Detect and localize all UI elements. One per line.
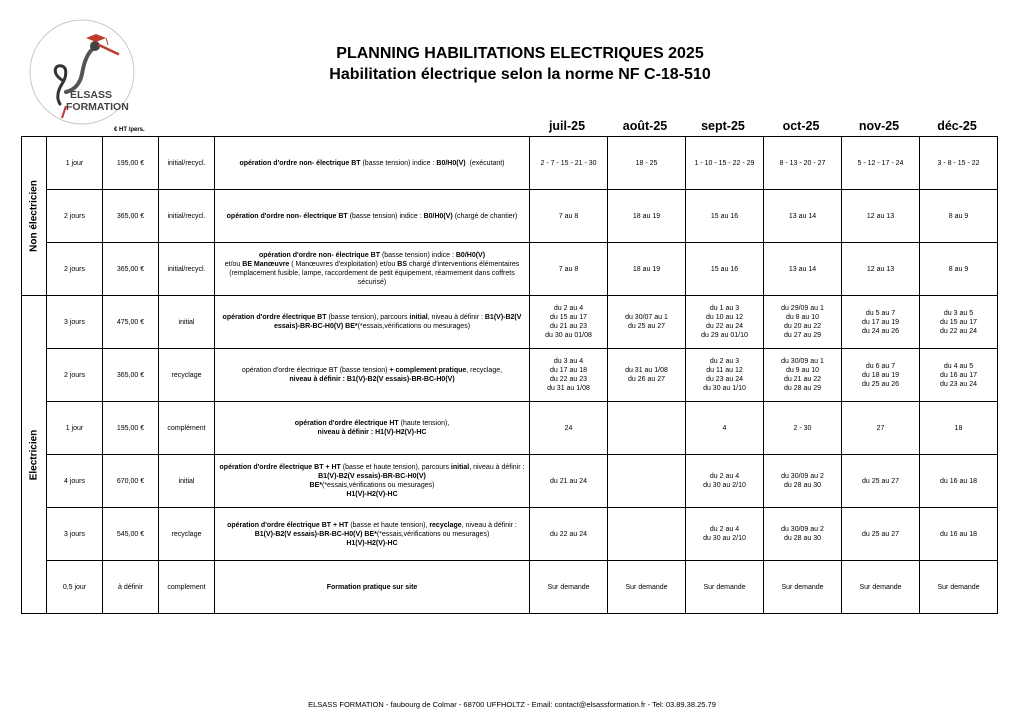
session-dates: 8 au 9 — [948, 265, 969, 273]
session-dates: du 22 au 24 — [940, 327, 977, 335]
date-cell — [686, 561, 764, 614]
session-dates: du 30/07 au 1 — [625, 314, 668, 321]
group-label: Electricien — [28, 429, 40, 480]
session-dates: du 31 au 1/08 — [547, 385, 590, 392]
group-non-electricien — [22, 137, 47, 296]
session-dates: du 30 au 2/10 — [703, 535, 746, 542]
session-dates: du 20 au 22 — [784, 323, 821, 330]
session-dates: 15 au 16 — [710, 212, 739, 220]
session-dates: du 15 au 17 — [940, 318, 977, 326]
planning-table — [21, 136, 998, 614]
date-cell — [842, 402, 920, 455]
date-cell — [764, 561, 842, 614]
session-dates: du 22 au 23 — [550, 376, 587, 383]
date-cell — [608, 243, 686, 296]
session-dates: 18 au 19 — [632, 265, 661, 273]
date-cell — [764, 243, 842, 296]
date-cell — [686, 349, 764, 402]
date-cell — [608, 561, 686, 614]
month-header-0: juil-25 — [548, 119, 586, 133]
session-dates: 1 - 10 - 15 - 22 - 29 — [694, 159, 755, 167]
type-cell: initial — [159, 296, 215, 349]
date-cell — [920, 137, 998, 190]
date-cell — [608, 190, 686, 243]
type-cell: initial/recycl. — [159, 243, 215, 296]
price-cell: 365,00 € — [103, 243, 159, 296]
description-cell: opération d'ordre électrique BT (basse tension) + complement pratique, recyclage, niveau à définir : B1(V)-B2(V essais)-BR-BC-H0(V) — [215, 349, 530, 402]
price-cell: 195,00 € — [103, 402, 159, 455]
date-cell — [530, 349, 608, 402]
session-dates: du 28 au 30 — [784, 535, 821, 542]
session-dates: 2 - 7 - 15 - 21 - 30 — [540, 159, 597, 167]
table-row — [22, 508, 998, 561]
session-dates: Sur demande — [625, 583, 668, 591]
session-dates: du 26 au 27 — [628, 376, 665, 383]
description-cell: opération d'ordre non- électrique BT (basse tension) indice : B0/H0(V) et/ou BE Manœuvre ( Manœuvres d'exploitation) et/ou BS chargé d'interventions élémentaires (remplacement fusible, lampe, raccordement de petit équipement, réarmement dans coffrets sécurisé) — [215, 243, 530, 296]
date-cell — [686, 402, 764, 455]
date-cell — [608, 402, 686, 455]
duration-cell: 1 jour — [47, 402, 103, 455]
table-row — [22, 137, 998, 190]
date-cell — [842, 243, 920, 296]
date-cell — [920, 349, 998, 402]
price-cell: 195,00 € — [103, 137, 159, 190]
date-cell — [530, 243, 608, 296]
price-cell: 545,00 € — [103, 508, 159, 561]
session-dates: du 21 au 23 — [550, 323, 587, 330]
date-cell — [920, 190, 998, 243]
description-cell: opération d'ordre électrique BT + HT (basse et haute tension), parcours initial, niveau à définir : B1(V)-B2(V essais)-BR-BC-H0(V) BE*(*essais,vérifications ou mesurages) H1(V)-H2(V)-HC — [215, 455, 530, 508]
date-cell — [842, 137, 920, 190]
session-dates: Sur demande — [547, 583, 590, 591]
session-dates: du 4 au 5 — [943, 362, 974, 370]
date-cell — [686, 296, 764, 349]
session-dates: du 21 au 22 — [784, 376, 821, 383]
date-cell — [608, 296, 686, 349]
duration-cell: 2 jours — [47, 243, 103, 296]
date-cell — [530, 137, 608, 190]
session-dates: Sur demande — [859, 583, 902, 591]
session-dates: du 31 au 1/08 — [625, 367, 668, 374]
session-dates: du 23 au 24 — [940, 380, 977, 388]
session-dates: du 25 au 27 — [628, 323, 665, 330]
logo-line2: FORMATION — [66, 101, 129, 113]
date-cell — [842, 455, 920, 508]
date-cell — [686, 508, 764, 561]
session-dates: du 5 au 7 — [865, 309, 896, 317]
session-dates: du 11 au 12 — [706, 367, 743, 374]
date-cell — [764, 349, 842, 402]
session-dates: du 2 au 4 — [553, 305, 584, 312]
date-cell — [764, 137, 842, 190]
description-cell: opération d'ordre non- électrique BT (basse tension) indice : B0/H0(V) (exécutant) — [215, 137, 530, 190]
date-cell — [764, 455, 842, 508]
title-line-2: Habilitation électrique selon la norme NF C-18-510 — [329, 66, 711, 83]
session-dates: 7 au 8 — [558, 265, 579, 273]
date-cell — [608, 349, 686, 402]
date-cell — [920, 296, 998, 349]
page-title — [260, 43, 780, 85]
description-cell: opération d'ordre électrique HT (haute tension), niveau à définir : H1(V)-H2(V)-HC — [215, 402, 530, 455]
title-line-1: PLANNING HABILITATIONS ELECTRIQUES 2025 — [336, 45, 704, 62]
session-dates: du 30/09 au 2 — [781, 473, 824, 480]
session-dates: du 22 au 24 — [550, 530, 587, 538]
duration-cell: 0,5 jour — [47, 561, 103, 614]
price-cell: 365,00 € — [103, 349, 159, 402]
session-dates: du 2 au 4 — [709, 526, 740, 533]
date-cell — [530, 561, 608, 614]
date-cell — [686, 137, 764, 190]
elsass-formation-logo — [22, 18, 142, 126]
type-cell: recyclage — [159, 349, 215, 402]
stork-logo-icon — [22, 18, 142, 126]
session-dates: du 16 au 18 — [940, 530, 977, 538]
session-dates: du 27 au 29 — [784, 332, 821, 339]
type-cell: initial/recycl. — [159, 137, 215, 190]
date-cell — [530, 296, 608, 349]
session-dates: du 17 au 18 — [550, 367, 587, 374]
session-dates: du 15 au 17 — [550, 314, 587, 321]
type-cell: initial/recycl. — [159, 190, 215, 243]
price-cell: 365,00 € — [103, 190, 159, 243]
session-dates: du 9 au 10 — [785, 367, 820, 374]
month-header-4: nov-25 — [858, 119, 900, 133]
session-dates: du 2 au 3 — [709, 358, 740, 365]
description-cell: opération d'ordre électrique BT (basse tension), parcours initial, niveau à définir : B1(V)-B2(V essais)-BR-BC-H0(V) BE*(*essais,vérifications ou mesurages) — [215, 296, 530, 349]
price-cell: 475,00 € — [103, 296, 159, 349]
session-dates: du 3 au 4 — [553, 358, 584, 365]
session-dates: 12 au 13 — [866, 212, 895, 220]
session-dates: du 30/09 au 2 — [781, 526, 824, 533]
session-dates: du 28 au 29 — [784, 385, 821, 392]
session-dates: du 30 au 01/08 — [545, 332, 592, 339]
session-dates: du 25 au 26 — [862, 380, 899, 388]
date-cell — [530, 455, 608, 508]
description-cell: Formation pratique sur site — [215, 561, 530, 614]
session-dates: 2 - 30 — [793, 424, 812, 432]
date-cell — [764, 190, 842, 243]
session-dates: du 30 au 2/10 — [703, 482, 746, 489]
date-cell — [842, 349, 920, 402]
session-dates: du 16 au 18 — [940, 477, 977, 485]
session-dates: 18 — [954, 424, 963, 432]
date-cell — [764, 402, 842, 455]
session-dates: 8 au 9 — [948, 212, 969, 220]
date-cell — [920, 402, 998, 455]
date-cell — [920, 561, 998, 614]
price-cell: à définir — [103, 561, 159, 614]
session-dates: 24 — [564, 424, 573, 432]
table-row — [22, 455, 998, 508]
date-cell — [608, 508, 686, 561]
session-dates: du 30/09 au 1 — [781, 358, 824, 365]
date-cell — [686, 243, 764, 296]
session-dates: du 6 au 7 — [865, 362, 896, 370]
session-dates: 15 au 16 — [710, 265, 739, 273]
date-cell — [842, 190, 920, 243]
type-cell: initial — [159, 455, 215, 508]
description-cell: opération d'ordre électrique BT + HT (basse et haute tension), recyclage, niveau à définir : B1(V)-B2(V essais)-BR-BC-H0(V) BE*(*essais,vérifications ou mesurages) H1(V)-H2(V)-HC — [215, 508, 530, 561]
session-dates: 4 — [722, 424, 727, 432]
date-cell — [530, 190, 608, 243]
session-dates: 3 - 8 - 15 - 22 — [937, 159, 980, 167]
table-row — [22, 296, 998, 349]
session-dates: du 3 au 5 — [943, 309, 974, 317]
date-cell — [764, 508, 842, 561]
month-header-3: oct-25 — [782, 119, 820, 133]
session-dates: du 29 au 01/10 — [701, 332, 748, 339]
date-cell — [764, 296, 842, 349]
month-header-5: déc-25 — [937, 119, 977, 133]
session-dates: 8 - 13 - 20 - 27 — [779, 159, 826, 167]
session-dates: 13 au 14 — [788, 212, 817, 220]
session-dates: Sur demande — [781, 583, 824, 591]
session-dates: 12 au 13 — [866, 265, 895, 273]
session-dates: Sur demande — [703, 583, 746, 591]
date-cell — [842, 296, 920, 349]
date-cell — [530, 402, 608, 455]
duration-cell: 2 jours — [47, 349, 103, 402]
date-cell — [686, 190, 764, 243]
type-cell: complement — [159, 561, 215, 614]
duration-cell: 3 jours — [47, 508, 103, 561]
date-cell — [920, 508, 998, 561]
session-dates: du 8 au 10 — [785, 314, 820, 321]
table-row — [22, 190, 998, 243]
month-header-2: sept-25 — [701, 119, 745, 133]
table-row — [22, 561, 998, 614]
date-cell — [608, 137, 686, 190]
type-cell: complément — [159, 402, 215, 455]
duration-cell: 1 jour — [47, 137, 103, 190]
month-header-1: août-25 — [622, 119, 668, 133]
description-cell: opération d'ordre non- électrique BT (basse tension) indice : B0/H0(V) (chargé de chantier) — [215, 190, 530, 243]
session-dates: du 21 au 24 — [550, 477, 587, 485]
logo-line1: ELSASS — [70, 89, 113, 101]
price-cell: 670,00 € — [103, 455, 159, 508]
session-dates: du 24 au 26 — [862, 327, 899, 335]
session-dates: du 17 au 19 — [862, 318, 899, 326]
session-dates: du 1 au 3 — [709, 305, 740, 312]
date-cell — [842, 508, 920, 561]
session-dates: du 16 au 17 — [940, 371, 977, 379]
session-dates: 18 au 19 — [632, 212, 661, 220]
session-dates: du 25 au 27 — [862, 477, 899, 485]
date-cell — [920, 455, 998, 508]
type-cell: recyclage — [159, 508, 215, 561]
session-dates: du 23 au 24 — [706, 376, 743, 383]
group-electricien — [22, 296, 47, 614]
session-dates: 5 - 12 - 17 - 24 — [857, 159, 904, 167]
session-dates: du 2 au 4 — [709, 473, 740, 480]
session-dates: 7 au 8 — [558, 212, 579, 220]
date-cell — [842, 561, 920, 614]
session-dates: du 28 au 30 — [784, 482, 821, 489]
session-dates: du 10 au 12 — [706, 314, 743, 321]
date-cell — [530, 508, 608, 561]
session-dates: du 18 au 19 — [862, 371, 899, 379]
session-dates: Sur demande — [937, 583, 980, 591]
footer-contact: ELSASS FORMATION - faubourg de Colmar - 68700 UFFHOLTZ - Email: contact@elsassformation.fr - Tel: 03.89.38.25.79 — [308, 700, 716, 709]
session-dates: du 25 au 27 — [862, 530, 899, 538]
table-row — [22, 349, 998, 402]
date-cell — [920, 243, 998, 296]
price-unit-note: € HT /pers. — [114, 127, 145, 133]
date-cell — [608, 455, 686, 508]
duration-cell: 3 jours — [47, 296, 103, 349]
session-dates: 27 — [876, 424, 885, 432]
duration-cell: 4 jours — [47, 455, 103, 508]
table-row — [22, 243, 998, 296]
group-label: Non électricien — [28, 180, 40, 252]
table-row — [22, 402, 998, 455]
date-cell — [686, 455, 764, 508]
session-dates: 13 au 14 — [788, 265, 817, 273]
duration-cell: 2 jours — [47, 190, 103, 243]
session-dates: du 30 au 1/10 — [703, 385, 746, 392]
session-dates: 18 - 25 — [635, 159, 658, 167]
session-dates: du 22 au 24 — [706, 323, 743, 330]
session-dates: du 29/09 au 1 — [781, 305, 824, 312]
